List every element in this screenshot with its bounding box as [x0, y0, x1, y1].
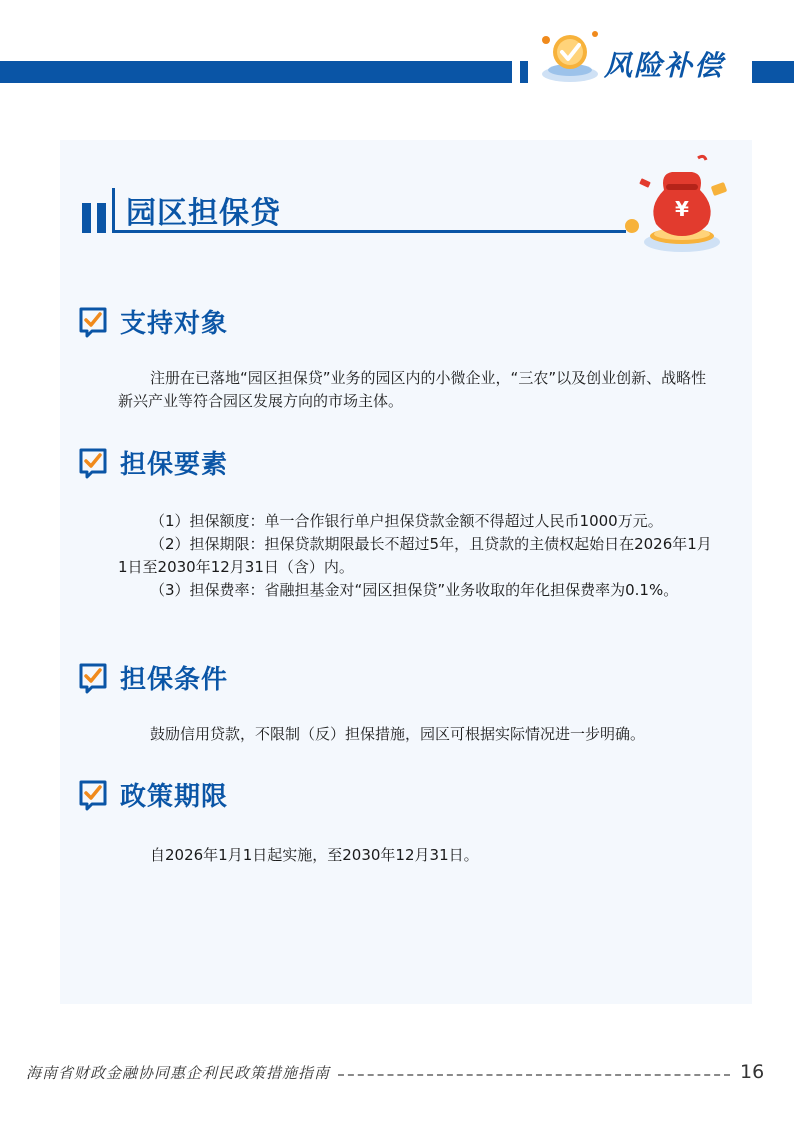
subheading-text: 担保要素 — [120, 450, 229, 480]
footer-divider — [338, 1074, 730, 1076]
paragraph-text: 注册在已落地“园区担保贷”业务的园区内的小微企业，“三农”以及创业创新、战略性新兴产业等符合园区发展方向的市场主体。 — [118, 369, 707, 410]
subheading-guarantee-conditions — [78, 659, 378, 699]
footer-title: 海南省财政金融协同惠企利民政策措施指南 — [26, 1064, 331, 1082]
paragraph-guarantee-elements — [118, 510, 718, 602]
paragraph-text: （2）担保期限：担保贷款期限最长不超过5年，且贷款的主债权起始日在2026年1月1日至2030年12月31日（含）内。 — [118, 535, 712, 576]
paragraph-text: （3）担保费率：省融担基金对“园区担保贷”业务收取的年化担保费率为0.1%。 — [150, 581, 679, 599]
header-title: 风险补偿 — [604, 49, 725, 82]
subheading-policy-period — [78, 776, 378, 816]
paragraph-support-target — [118, 367, 718, 413]
checkbox-icon — [78, 661, 108, 695]
paragraph-guarantee-conditions — [118, 723, 718, 746]
title-line-vertical — [112, 188, 115, 233]
subheading-guarantee-elements — [78, 444, 378, 484]
title-bar-left — [82, 203, 91, 233]
header-band-accent — [520, 61, 528, 83]
subheading-text: 担保条件 — [120, 665, 229, 695]
title-bar-right — [97, 203, 106, 233]
svg-text:¥: ¥ — [675, 197, 689, 221]
checkbox-icon — [78, 446, 108, 480]
subheading-support-target — [78, 303, 378, 343]
money-bag-icon — [620, 150, 730, 260]
checkbox-icon — [78, 305, 108, 339]
paragraph-text: 自2026年1月1日起实施，至2030年12月31日。 — [150, 846, 479, 864]
paragraph-text: （1）担保额度：单一合作银行单户担保贷款金额不得超过人民币1000万元。 — [150, 512, 663, 530]
page-number: 16 — [740, 1061, 765, 1083]
paragraph-text: 鼓励信用贷款，不限制（反）担保措施，园区可根据实际情况进一步明确。 — [150, 725, 646, 743]
subheading-text: 政策期限 — [120, 782, 229, 812]
paragraph-policy-period — [118, 844, 718, 867]
section-title-text: 园区担保贷 — [126, 196, 281, 231]
coin-logo-icon — [538, 26, 602, 86]
subheading-text: 支持对象 — [120, 309, 229, 339]
section-title — [82, 186, 630, 238]
header-band-right — [752, 61, 794, 83]
header-band — [0, 61, 512, 83]
checkbox-icon — [78, 778, 108, 812]
